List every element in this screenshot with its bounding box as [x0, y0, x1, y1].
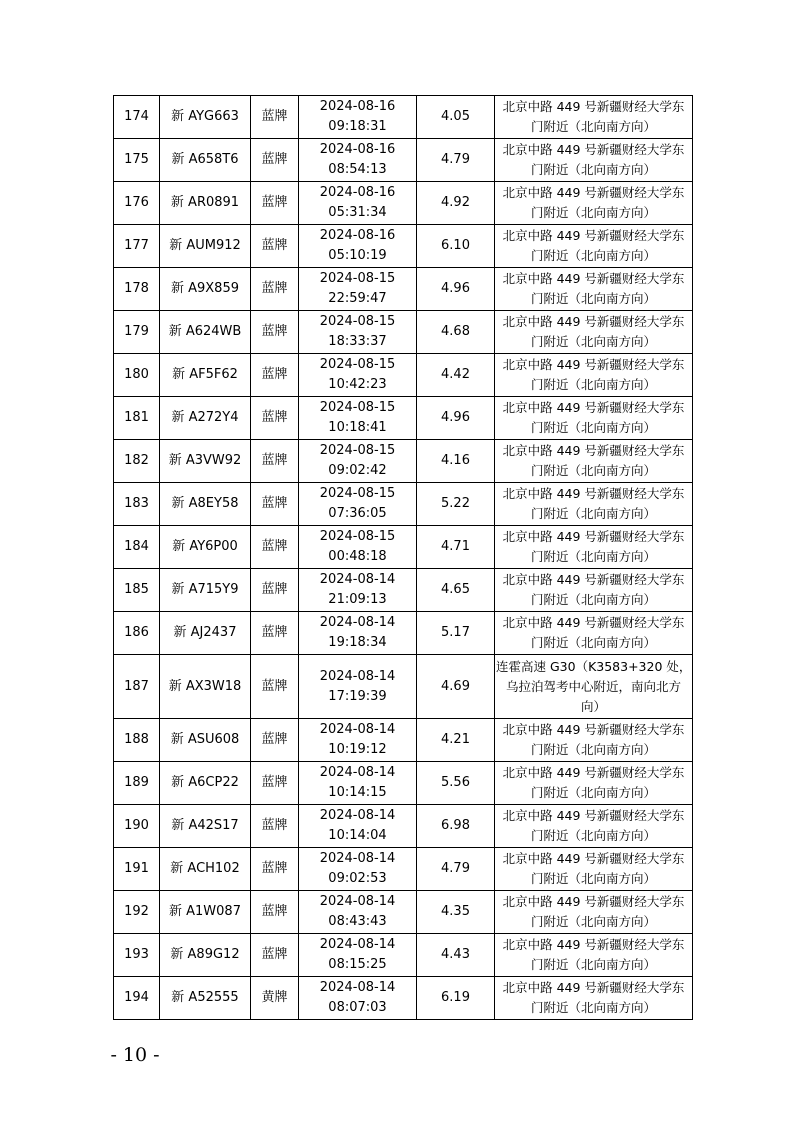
- plate-color-cell: 蓝牌: [251, 934, 299, 977]
- row-number-cell: 182: [114, 440, 160, 483]
- speed-value-cell: 6.19: [417, 977, 495, 1020]
- datetime-cell: [299, 762, 417, 805]
- speed-value-cell: 4.79: [417, 848, 495, 891]
- row-number-cell: 185: [114, 569, 160, 612]
- datetime-cell: [299, 483, 417, 526]
- table-row: [114, 762, 693, 805]
- plate-number-cell: 新 A6CP22: [160, 762, 251, 805]
- speed-value-cell: 4.68: [417, 311, 495, 354]
- table-row: [114, 311, 693, 354]
- time-text: 10:14:04: [328, 828, 387, 843]
- location-line: 门附近（北向南方向）: [530, 377, 656, 392]
- time-text: 08:07:03: [328, 1000, 387, 1015]
- plate-number-cell: 新 ACH102: [160, 848, 251, 891]
- speed-value-cell: 6.98: [417, 805, 495, 848]
- speed-value-cell: 4.79: [417, 139, 495, 182]
- time-text: 22:59:47: [328, 291, 387, 306]
- location-cell: [495, 762, 693, 805]
- time-text: 08:15:25: [328, 957, 387, 972]
- location-cell: [495, 569, 693, 612]
- location-line: 门附近（北向南方向）: [530, 957, 656, 972]
- location-line: 门附近（北向南方向）: [530, 334, 656, 349]
- plate-number-cell: 新 A42S17: [160, 805, 251, 848]
- table-row: [114, 891, 693, 934]
- location-cell: [495, 612, 693, 655]
- location-line: 北京中路 449 号新疆财经大学东: [502, 142, 685, 157]
- table-row: [114, 526, 693, 569]
- speed-value-cell: 4.92: [417, 182, 495, 225]
- plate-number-cell: 新 A3VW92: [160, 440, 251, 483]
- time-text: 08:54:13: [328, 162, 387, 177]
- location-cell: [495, 96, 693, 139]
- time-text: 21:09:13: [328, 592, 387, 607]
- location-line: 门附近（北向南方向）: [530, 871, 656, 886]
- location-line: 北京中路 449 号新疆财经大学东: [502, 314, 685, 329]
- location-line: 门附近（北向南方向）: [530, 420, 656, 435]
- row-number-cell: 193: [114, 934, 160, 977]
- time-text: 17:19:39: [328, 688, 387, 704]
- plate-color-cell: 蓝牌: [251, 891, 299, 934]
- location-cell: [495, 483, 693, 526]
- time-text: 10:14:15: [328, 785, 387, 800]
- plate-color-cell: 蓝牌: [251, 440, 299, 483]
- location-cell: [495, 268, 693, 311]
- location-line: 向）: [580, 698, 606, 714]
- speed-value-cell: 6.10: [417, 225, 495, 268]
- date-text: 2024-08-14: [319, 765, 396, 780]
- plate-color-cell: 蓝牌: [251, 96, 299, 139]
- date-text: 2024-08-14: [319, 572, 396, 587]
- time-text: 10:19:12: [328, 742, 387, 757]
- table-row: [114, 483, 693, 526]
- plate-number-cell: 新 AUM912: [160, 225, 251, 268]
- location-line: 门附近（北向南方向）: [530, 914, 656, 929]
- time-text: 10:18:41: [328, 420, 387, 435]
- plate-color-cell: 蓝牌: [251, 182, 299, 225]
- time-text: 09:02:42: [328, 463, 387, 478]
- plate-number-cell: 新 AJ2437: [160, 612, 251, 655]
- plate-color-cell: 蓝牌: [251, 397, 299, 440]
- datetime-cell: [299, 805, 417, 848]
- table-row: [114, 182, 693, 225]
- date-text: 2024-08-15: [319, 443, 396, 458]
- time-text: 19:18:34: [328, 635, 387, 650]
- date-text: 2024-08-14: [319, 722, 396, 737]
- time-text: 00:48:18: [328, 549, 387, 564]
- date-text: 2024-08-14: [319, 808, 396, 823]
- date-text: 2024-08-15: [319, 271, 396, 286]
- plate-color-cell: 蓝牌: [251, 311, 299, 354]
- row-number-cell: 191: [114, 848, 160, 891]
- location-line: 北京中路 449 号新疆财经大学东: [502, 400, 685, 415]
- location-line: 门附近（北向南方向）: [530, 205, 656, 220]
- location-cell: [495, 139, 693, 182]
- plate-number-cell: 新 A1W087: [160, 891, 251, 934]
- table-row: [114, 96, 693, 139]
- date-text: 2024-08-16: [319, 185, 396, 200]
- table-row: [114, 848, 693, 891]
- plate-number-cell: 新 ASU608: [160, 719, 251, 762]
- location-line: 乌拉泊驾考中心附近，南向北方: [505, 678, 681, 694]
- datetime-cell: [299, 225, 417, 268]
- date-text: 2024-08-14: [319, 851, 396, 866]
- speed-value-cell: 4.96: [417, 397, 495, 440]
- location-line: 北京中路 449 号新疆财经大学东: [502, 185, 685, 200]
- datetime-cell: [299, 612, 417, 655]
- table-row: [114, 612, 693, 655]
- table-row: [114, 440, 693, 483]
- location-line: 门附近（北向南方向）: [530, 162, 656, 177]
- plate-color-cell: 蓝牌: [251, 655, 299, 719]
- date-text: 2024-08-14: [319, 668, 396, 684]
- table-row: [114, 569, 693, 612]
- datetime-cell: [299, 526, 417, 569]
- table-row: [114, 655, 693, 719]
- row-number-cell: 178: [114, 268, 160, 311]
- time-text: 08:43:43: [328, 914, 387, 929]
- row-number-cell: 179: [114, 311, 160, 354]
- plate-number-cell: 新 A9X859: [160, 268, 251, 311]
- location-line: 北京中路 449 号新疆财经大学东: [502, 99, 685, 114]
- location-line: 北京中路 449 号新疆财经大学东: [502, 615, 685, 630]
- plate-number-cell: 新 A272Y4: [160, 397, 251, 440]
- violation-records-table: [113, 95, 693, 1020]
- plate-color-cell: 黄牌: [251, 977, 299, 1020]
- datetime-cell: [299, 848, 417, 891]
- location-line: 门附近（北向南方向）: [530, 828, 656, 843]
- location-line: 门附近（北向南方向）: [530, 119, 656, 134]
- speed-value-cell: 4.42: [417, 354, 495, 397]
- speed-value-cell: 5.22: [417, 483, 495, 526]
- date-text: 2024-08-16: [319, 142, 396, 157]
- plate-color-cell: 蓝牌: [251, 805, 299, 848]
- datetime-cell: [299, 891, 417, 934]
- table-row: [114, 268, 693, 311]
- time-text: 05:31:34: [328, 205, 387, 220]
- location-line: 北京中路 449 号新疆财经大学东: [502, 980, 685, 995]
- table-row: [114, 805, 693, 848]
- row-number-cell: 180: [114, 354, 160, 397]
- row-number-cell: 186: [114, 612, 160, 655]
- plate-color-cell: 蓝牌: [251, 762, 299, 805]
- location-cell: [495, 440, 693, 483]
- speed-value-cell: 5.56: [417, 762, 495, 805]
- location-cell: [495, 526, 693, 569]
- speed-value-cell: 4.21: [417, 719, 495, 762]
- speed-value-cell: 4.96: [417, 268, 495, 311]
- table-row: [114, 397, 693, 440]
- table-body: [114, 96, 693, 1020]
- speed-value-cell: 4.69: [417, 655, 495, 719]
- row-number-cell: 192: [114, 891, 160, 934]
- plate-color-cell: 蓝牌: [251, 526, 299, 569]
- plate-number-cell: 新 A8EY58: [160, 483, 251, 526]
- datetime-cell: [299, 397, 417, 440]
- location-line: 门附近（北向南方向）: [530, 785, 656, 800]
- location-line: 北京中路 449 号新疆财经大学东: [502, 894, 685, 909]
- plate-color-cell: 蓝牌: [251, 225, 299, 268]
- date-text: 2024-08-14: [319, 937, 396, 952]
- location-cell: [495, 655, 693, 719]
- row-number-cell: 194: [114, 977, 160, 1020]
- location-line: 门附近（北向南方向）: [530, 506, 656, 521]
- speed-value-cell: 4.35: [417, 891, 495, 934]
- plate-number-cell: 新 AY6P00: [160, 526, 251, 569]
- row-number-cell: 183: [114, 483, 160, 526]
- table-row: [114, 225, 693, 268]
- row-number-cell: 175: [114, 139, 160, 182]
- location-line: 门附近（北向南方向）: [530, 592, 656, 607]
- location-line: 北京中路 449 号新疆财经大学东: [502, 357, 685, 372]
- row-number-cell: 187: [114, 655, 160, 719]
- datetime-cell: [299, 977, 417, 1020]
- plate-number-cell: 新 A658T6: [160, 139, 251, 182]
- table-row: [114, 977, 693, 1020]
- location-line: 连霍高速 G30（K3583+320 处，: [496, 658, 692, 674]
- page-number: - 10 -: [110, 1044, 160, 1066]
- location-line: 门附近（北向南方向）: [530, 1000, 656, 1015]
- date-text: 2024-08-14: [319, 615, 396, 630]
- location-cell: [495, 977, 693, 1020]
- datetime-cell: [299, 139, 417, 182]
- row-number-cell: 189: [114, 762, 160, 805]
- datetime-cell: [299, 354, 417, 397]
- location-cell: [495, 805, 693, 848]
- datetime-cell: [299, 96, 417, 139]
- plate-color-cell: 蓝牌: [251, 569, 299, 612]
- location-line: 北京中路 449 号新疆财经大学东: [502, 572, 685, 587]
- date-text: 2024-08-15: [319, 357, 396, 372]
- location-cell: [495, 719, 693, 762]
- location-line: 北京中路 449 号新疆财经大学东: [502, 851, 685, 866]
- location-cell: [495, 397, 693, 440]
- speed-value-cell: 4.05: [417, 96, 495, 139]
- plate-number-cell: 新 A89G12: [160, 934, 251, 977]
- location-line: 门附近（北向南方向）: [530, 635, 656, 650]
- plate-color-cell: 蓝牌: [251, 354, 299, 397]
- location-line: 门附近（北向南方向）: [530, 291, 656, 306]
- table-row: [114, 719, 693, 762]
- location-cell: [495, 182, 693, 225]
- location-line: 北京中路 449 号新疆财经大学东: [502, 228, 685, 243]
- plate-color-cell: 蓝牌: [251, 612, 299, 655]
- location-cell: [495, 848, 693, 891]
- location-line: 门附近（北向南方向）: [530, 248, 656, 263]
- row-number-cell: 174: [114, 96, 160, 139]
- location-line: 北京中路 449 号新疆财经大学东: [502, 808, 685, 823]
- plate-color-cell: 蓝牌: [251, 268, 299, 311]
- plate-color-cell: 蓝牌: [251, 848, 299, 891]
- location-line: 北京中路 449 号新疆财经大学东: [502, 443, 685, 458]
- row-number-cell: 188: [114, 719, 160, 762]
- table-row: [114, 139, 693, 182]
- plate-number-cell: 新 A715Y9: [160, 569, 251, 612]
- location-cell: [495, 311, 693, 354]
- location-cell: [495, 354, 693, 397]
- datetime-cell: [299, 719, 417, 762]
- plate-number-cell: 新 AYG663: [160, 96, 251, 139]
- speed-value-cell: 4.65: [417, 569, 495, 612]
- date-text: 2024-08-15: [319, 314, 396, 329]
- plate-color-cell: 蓝牌: [251, 483, 299, 526]
- location-line: 北京中路 449 号新疆财经大学东: [502, 765, 685, 780]
- plate-number-cell: 新 A624WB: [160, 311, 251, 354]
- speed-value-cell: 4.43: [417, 934, 495, 977]
- time-text: 18:33:37: [328, 334, 387, 349]
- plate-number-cell: 新 AF5F62: [160, 354, 251, 397]
- location-line: 北京中路 449 号新疆财经大学东: [502, 937, 685, 952]
- location-line: 门附近（北向南方向）: [530, 742, 656, 757]
- location-cell: [495, 934, 693, 977]
- location-line: 门附近（北向南方向）: [530, 549, 656, 564]
- time-text: 05:10:19: [328, 248, 387, 263]
- plate-number-cell: 新 A52555: [160, 977, 251, 1020]
- speed-value-cell: 4.71: [417, 526, 495, 569]
- location-line: 门附近（北向南方向）: [530, 463, 656, 478]
- row-number-cell: 181: [114, 397, 160, 440]
- location-line: 北京中路 449 号新疆财经大学东: [502, 271, 685, 286]
- datetime-cell: [299, 655, 417, 719]
- location-cell: [495, 891, 693, 934]
- date-text: 2024-08-15: [319, 529, 396, 544]
- date-text: 2024-08-14: [319, 980, 396, 995]
- time-text: 09:02:53: [328, 871, 387, 886]
- row-number-cell: 176: [114, 182, 160, 225]
- time-text: 07:36:05: [328, 506, 387, 521]
- datetime-cell: [299, 182, 417, 225]
- location-line: 北京中路 449 号新疆财经大学东: [502, 486, 685, 501]
- date-text: 2024-08-15: [319, 486, 396, 501]
- date-text: 2024-08-16: [319, 228, 396, 243]
- row-number-cell: 184: [114, 526, 160, 569]
- table-row: [114, 934, 693, 977]
- location-line: 北京中路 449 号新疆财经大学东: [502, 722, 685, 737]
- time-text: 10:42:23: [328, 377, 387, 392]
- row-number-cell: 190: [114, 805, 160, 848]
- datetime-cell: [299, 569, 417, 612]
- plate-color-cell: 蓝牌: [251, 719, 299, 762]
- location-cell: [495, 225, 693, 268]
- plate-color-cell: 蓝牌: [251, 139, 299, 182]
- datetime-cell: [299, 934, 417, 977]
- date-text: 2024-08-14: [319, 894, 396, 909]
- speed-value-cell: 4.16: [417, 440, 495, 483]
- location-line: 北京中路 449 号新疆财经大学东: [502, 529, 685, 544]
- plate-number-cell: 新 AX3W18: [160, 655, 251, 719]
- row-number-cell: 177: [114, 225, 160, 268]
- speed-value-cell: 5.17: [417, 612, 495, 655]
- table-row: [114, 354, 693, 397]
- datetime-cell: [299, 440, 417, 483]
- datetime-cell: [299, 311, 417, 354]
- time-text: 09:18:31: [328, 119, 387, 134]
- plate-number-cell: 新 AR0891: [160, 182, 251, 225]
- datetime-cell: [299, 268, 417, 311]
- date-text: 2024-08-16: [319, 99, 396, 114]
- date-text: 2024-08-15: [319, 400, 396, 415]
